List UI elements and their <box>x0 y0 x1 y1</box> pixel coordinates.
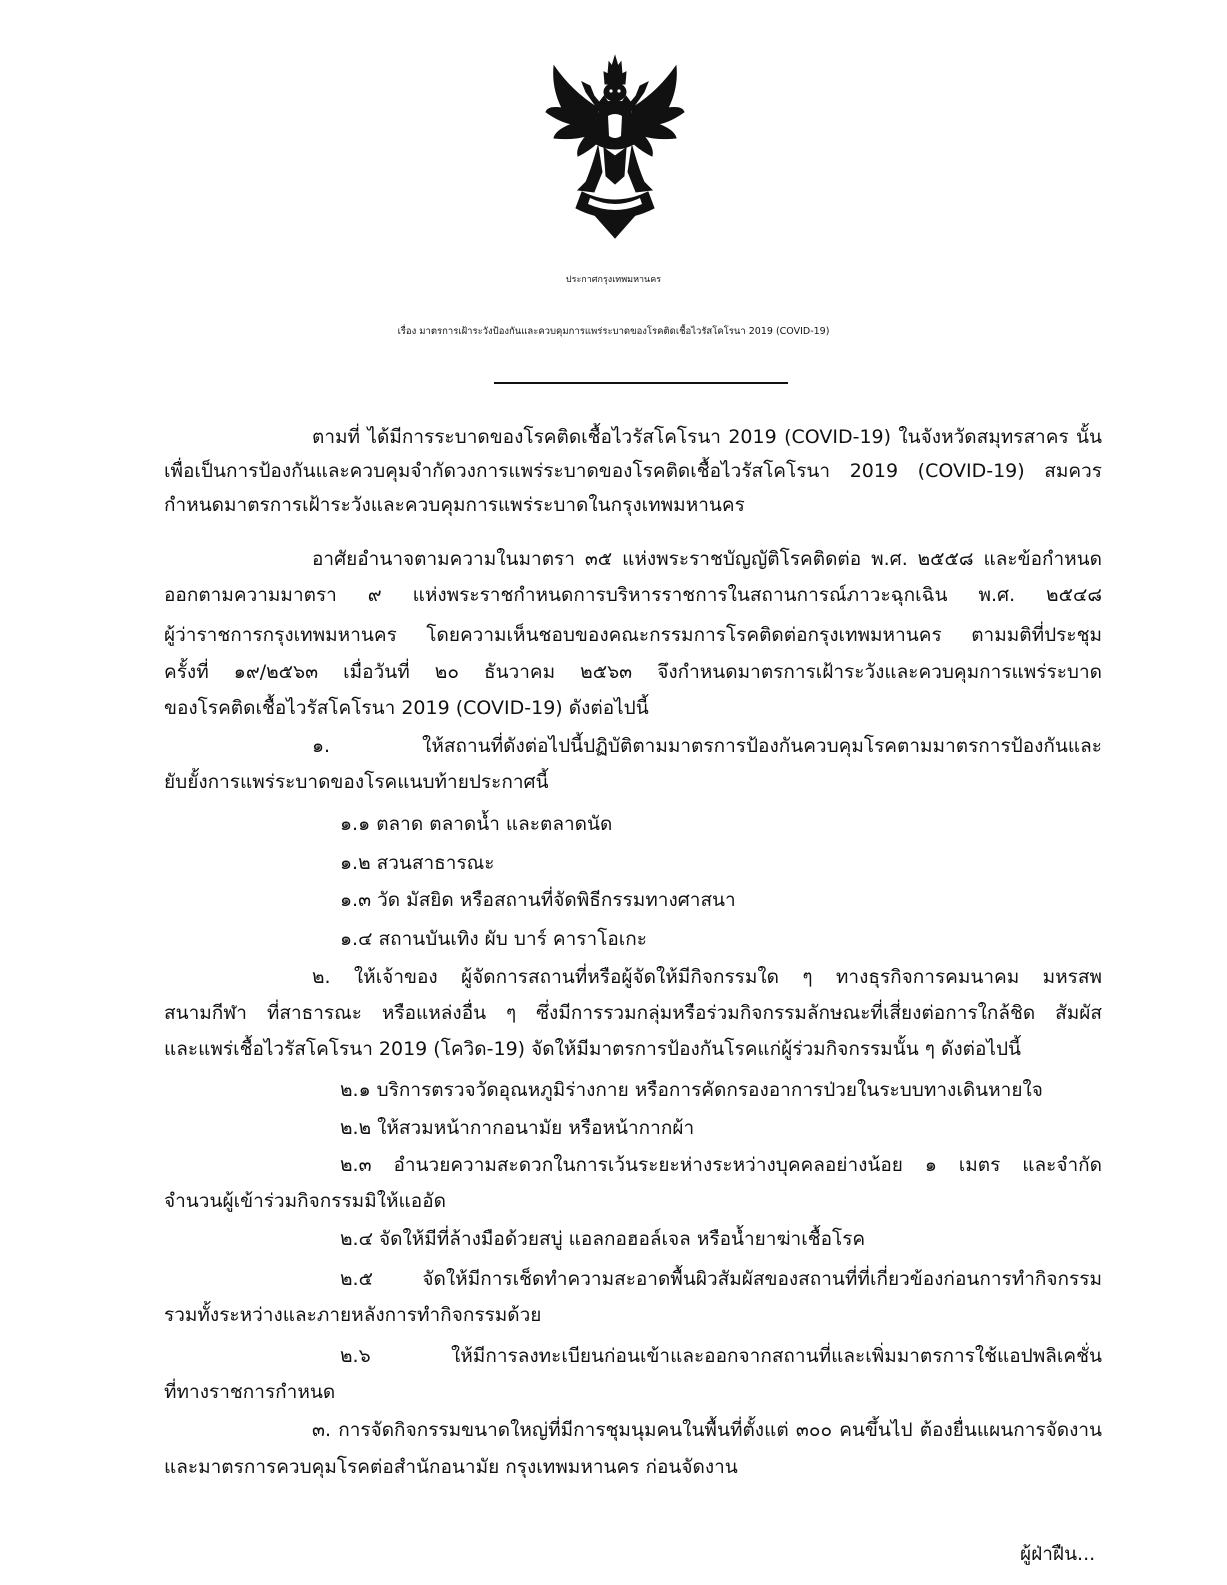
announcement-subject: เรื่อง มาตรการเฝ้าระวังป้องกันและควบคุมการแพร่ระบาดของโรคติดเชื้อไวรัสโคโรนา 2019 (COVID-19) <box>397 326 830 337</box>
list-item: สนามกีฬา ที่สาธารณะ หรือแหล่งอื่น ๆ ซึ่งมีการรวมกลุ่มหรือร่วมกิจกรรมลักษณะที่เสี่ยงต่อการใกล้ชิด สัมผัส <box>164 1002 1102 1024</box>
sub-item: ๒.๒ ให้สวมหน้ากากอนามัย หรือหน้ากากผ้า <box>340 1117 695 1139</box>
sub-item: ๑.๒ สวนสาธารณะ <box>340 852 495 874</box>
sub-item: ๑.๓ วัด มัสยิด หรือสถานที่จัดพิธีกรรมทางศาสนา <box>340 889 736 911</box>
sub-item: ๑.๔ สถานบันเทิง ผับ บาร์ คาราโอเกะ <box>340 928 647 950</box>
sub-item: ๒.๓ อำนวยความสะดวกในการเว้นระยะห่างระหว่างบุคคลอย่างน้อย ๑ เมตร และจำกัด <box>340 1154 1102 1176</box>
list-item: ๒. ให้เจ้าของ ผู้จัดการสถานที่หรือผู้จัดให้มีกิจกรรมใด ๆ ทางธุรกิจการคมนาคม มหรสพ <box>312 966 1102 988</box>
paragraph-line: ครั้งที่ ๑๙/๒๕๖๓ เมื่อวันที่ ๒๐ ธันวาคม ๒๕๖๓ จึงกำหนดมาตรการเฝ้าระวังและควบคุมการแพร่ระบาด <box>164 661 1102 683</box>
garuda-emblem-icon <box>542 52 688 242</box>
sub-item: ๒.๖ ให้มีการลงทะเบียนก่อนเข้าและออกจากสถานที่และเพิ่มมาตรการใช้แอปพลิเคชั่น <box>340 1345 1102 1367</box>
list-item: ๓. การจัดกิจกรรมขนาดใหญ่ที่มีการชุมนุมคนในพื้นที่ตั้งแต่ ๓๐๐ คนขึ้นไป ต้องยื่นแผนการจัดงาน <box>312 1419 1102 1441</box>
title-divider <box>494 382 788 384</box>
sub-item: รวมทั้งระหว่างและภายหลังการทำกิจกรรมด้วย <box>164 1304 542 1326</box>
sub-item: ๒.๕ จัดให้มีการเช็ดทำความสะอาดพื้นผิวสัมผัสของสถานที่ที่เกี่ยวข้องก่อนการทำกิจกรรม <box>340 1268 1102 1290</box>
paragraph-line: กำหนดมาตรการเฝ้าระวังและควบคุมการแพร่ระบาดในกรุงเทพมหานคร <box>164 494 745 516</box>
sub-item: ๒.๑ บริการตรวจวัดอุณหภูมิร่างกาย หรือการคัดกรองอาการป่วยในระบบทางเดินหายใจ <box>340 1079 1043 1101</box>
sub-item: ๑.๑ ตลาด ตลาดน้ำ และตลาดนัด <box>340 813 613 835</box>
sub-item: ที่ทางราชการกำหนด <box>164 1381 336 1403</box>
paragraph-line: เพื่อเป็นการป้องกันและควบคุมจำกัดวงการแพร่ระบาดของโรคติดเชื้อไวรัสโคโรนา 2019 (COVID-19) สมควร <box>164 460 1102 482</box>
list-item: ๑. ให้สถานที่ดังต่อไปนี้ปฏิบัติตามมาตรการป้องกันควบคุมโรคตามมาตรการป้องกันและ <box>312 735 1102 757</box>
page-continuation: ผู้ฝ่าฝืน... <box>1020 1543 1096 1565</box>
announcement-title: ประกาศกรุงเทพมหานคร <box>565 275 662 285</box>
sub-item: ๒.๔ จัดให้มีที่ล้างมือด้วยสบู่ แอลกอฮอล์เจล หรือน้ำยาฆ่าเชื้อโรค <box>340 1228 866 1250</box>
list-item: และมาตรการควบคุมโรคต่อสำนักอนามัย กรุงเทพมหานคร ก่อนจัดงาน <box>164 1456 738 1478</box>
list-item: และแพร่เชื้อไวรัสโคโรนา 2019 (โควิด-19) จัดให้มีมาตรการป้องกันโรคแก่ผู้ร่วมกิจกรรมนั้น ๆ ดังต่อไปนี้ <box>164 1038 1021 1060</box>
paragraph-line: ผู้ว่าราชการกรุงเทพมหานคร โดยความเห็นชอบของคณะกรรมการโรคติดต่อกรุงเทพมหานคร ตามมติที่ประชุม <box>164 624 1102 646</box>
sub-item: จำนวนผู้เข้าร่วมกิจกรรมมิให้แออัด <box>164 1190 446 1212</box>
paragraph-line: ของโรคติดเชื้อไวรัสโคโรนา 2019 (COVID-19) ดังต่อไปนี้ <box>164 697 649 719</box>
paragraph-line: ตามที่ ได้มีการระบาดของโรคติดเชื้อไวรัสโคโรนา 2019 (COVID-19) ในจังหวัดสมุทรสาคร นั้น <box>312 426 1102 448</box>
paragraph-line: ออกตามความมาตรา ๙ แห่งพระราชกำหนดการบริหารราชการในสถานการณ์ภาวะฉุกเฉิน พ.ศ. ๒๕๔๘ <box>164 584 1102 606</box>
list-item: ยับยั้งการแพร่ระบาดของโรคแนบท้ายประกาศนี้ <box>164 771 549 793</box>
paragraph-line: อาศัยอำนาจตามความในมาตรา ๓๕ แห่งพระราชบัญญัติโรคติดต่อ พ.ศ. ๒๕๕๘ และข้อกำหนด <box>312 548 1102 570</box>
